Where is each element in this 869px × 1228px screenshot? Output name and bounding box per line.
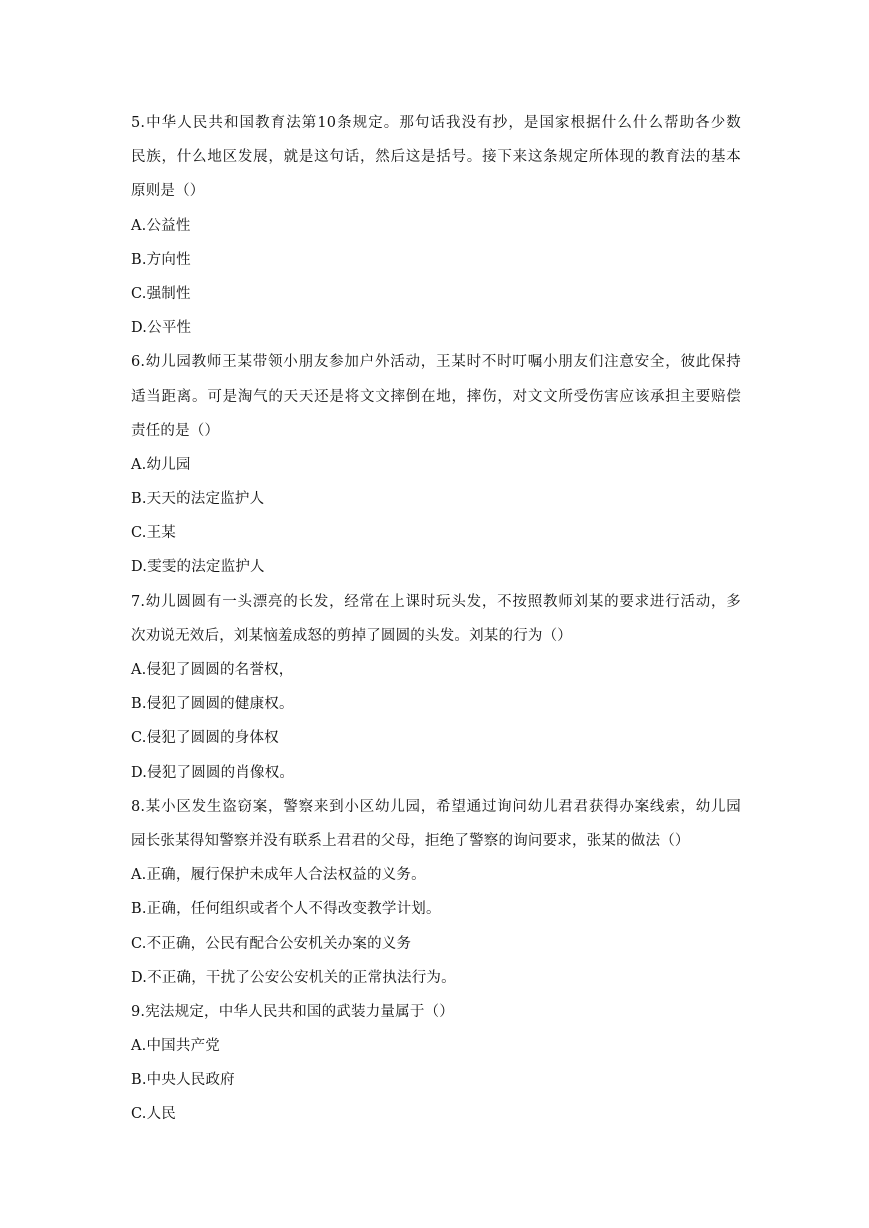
option-c: C.侵犯了圆圆的身体权 bbox=[131, 730, 279, 747]
question-stem-line: 次劝说无效后，刘某恼羞成怒的剪掉了圆圆的头发。刘某的行为（） bbox=[131, 627, 572, 644]
question-6 bbox=[131, 345, 741, 584]
question-5 bbox=[131, 106, 741, 345]
option-a: A.公益性 bbox=[131, 217, 191, 234]
option-b: B.中央人民政府 bbox=[131, 1072, 235, 1089]
option-b: B.方向性 bbox=[131, 251, 191, 268]
question-stem-line: 园长张某得知警察并没有联系上君君的父母，拒绝了警察的询问要求，张某的做法（） bbox=[131, 832, 690, 849]
option-b: B.天天的法定监护人 bbox=[131, 491, 265, 508]
option-c: C.不正确，公民有配合公安机关办案的义务 bbox=[131, 935, 412, 952]
question-8 bbox=[131, 790, 741, 995]
question-stem bbox=[131, 345, 741, 448]
option-d: D.公平性 bbox=[131, 320, 192, 337]
option-c: C.人民 bbox=[131, 1106, 176, 1123]
option-b: B.正确，任何组织或者个人不得改变教学计划。 bbox=[131, 901, 441, 918]
question-stem bbox=[131, 585, 741, 653]
option-a: A.侵犯了圆圆的名誉权， bbox=[131, 662, 294, 678]
option-b: B.侵犯了圆圆的健康权。 bbox=[131, 696, 294, 713]
question-stem-line: 责任的是（） bbox=[131, 422, 220, 439]
option-a: A.中国共产党 bbox=[131, 1038, 220, 1055]
question-7 bbox=[131, 585, 741, 790]
question-stem-line: 5.中华人民共和国教育法第10条规定。那句话我没有抄，是国家根据什么什么帮助各少数 bbox=[131, 115, 741, 131]
option-c: C.强制性 bbox=[131, 285, 191, 302]
question-stem-line: 6.幼儿园教师王某带领小朋友参加户外活动，王某时不时叮嘱小朋友们注意安全，彼此保持 bbox=[131, 354, 741, 371]
question-stem-line: 9.宪法规定，中华人民共和国的武装力量属于（） bbox=[131, 1003, 454, 1020]
question-stem-line: 8.某小区发生盗窃案，警察来到小区幼儿园，希望通过询问幼儿君君获得办案线索，幼儿园 bbox=[131, 798, 741, 815]
question-9 bbox=[131, 995, 741, 1132]
question-stem bbox=[131, 995, 741, 1029]
option-a: A.正确，履行保护未成年人合法权益的义务。 bbox=[131, 867, 426, 884]
question-stem-line: 7.幼儿圆圆有一头漂亮的长发，经常在上课时玩头发，不按照教师刘某的要求进行活动，多 bbox=[131, 593, 741, 610]
question-stem bbox=[131, 106, 741, 209]
option-d: D.不正确，干扰了公安公安机关的正常执法行为。 bbox=[131, 969, 456, 986]
question-stem-line: 原则是（） bbox=[131, 183, 205, 200]
option-c: C.王某 bbox=[131, 525, 176, 542]
option-d: D.雯雯的法定监护人 bbox=[131, 559, 265, 576]
document-page bbox=[131, 106, 741, 1132]
question-stem bbox=[131, 790, 741, 858]
option-d: D.侵犯了圆圆的肖像权。 bbox=[131, 764, 295, 781]
question-stem-line: 民族，什么地区发展，就是这句话，然后这是括号。接下来这条规定所体现的教育法的基本 bbox=[131, 149, 741, 166]
option-a: A.幼儿园 bbox=[131, 456, 191, 473]
question-stem-line: 适当距离。可是淘气的天天还是将文文摔倒在地，摔伤，对文文所受伤害应该承担主要赔偿 bbox=[131, 388, 741, 405]
